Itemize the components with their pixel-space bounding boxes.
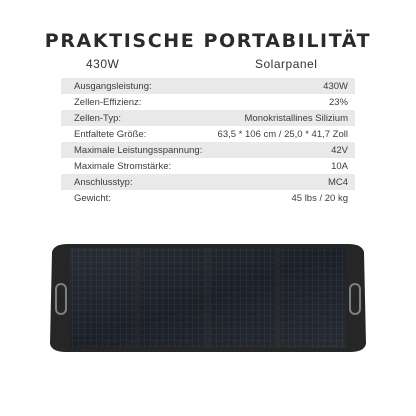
spec-label: Gewicht: (74, 192, 111, 204)
spec-value: Monokristallines Silizium (244, 112, 348, 124)
spec-row-efficiency (61, 94, 355, 110)
product-heading: Solarpanel (255, 57, 318, 71)
spec-label: Maximale Leistungsspannung: (74, 144, 203, 156)
spec-value: 23% (328, 96, 348, 108)
spec-value: 45 lbs / 20 kg (291, 192, 348, 204)
spec-value: MC4 (327, 176, 348, 188)
spec-row-weight (61, 190, 355, 206)
page-title: PRAKTISCHE PORTABILITÄT (44, 30, 372, 52)
spec-label: Entfaltete Größe: (74, 128, 147, 140)
spec-value: 430W (323, 80, 348, 92)
power-heading: 430W (86, 57, 120, 71)
spec-label: Zellen-Typ: (74, 112, 121, 124)
spec-table (61, 78, 355, 206)
spec-label: Anschlusstyp: (74, 176, 133, 188)
spec-value: 10A (331, 160, 348, 172)
solar-panel-illustration (48, 244, 368, 352)
spec-label: Ausgangsleistung: (74, 80, 152, 92)
spec-row-cell-type (61, 110, 355, 126)
spec-label: Maximale Stromstärke: (74, 160, 172, 172)
spec-row-unfolded-size (61, 126, 355, 142)
solar-panel-icon (48, 244, 368, 352)
spec-label: Zellen-Effizienz: (74, 96, 142, 108)
spec-row-max-voltage (61, 142, 355, 158)
spec-value: 42V (331, 144, 348, 156)
spec-row-connector (61, 174, 355, 190)
spec-value: 63,5 * 106 cm / 25,0 * 41,7 Zoll (217, 128, 348, 140)
spec-row-output (61, 78, 355, 94)
spec-row-max-current (61, 158, 355, 174)
